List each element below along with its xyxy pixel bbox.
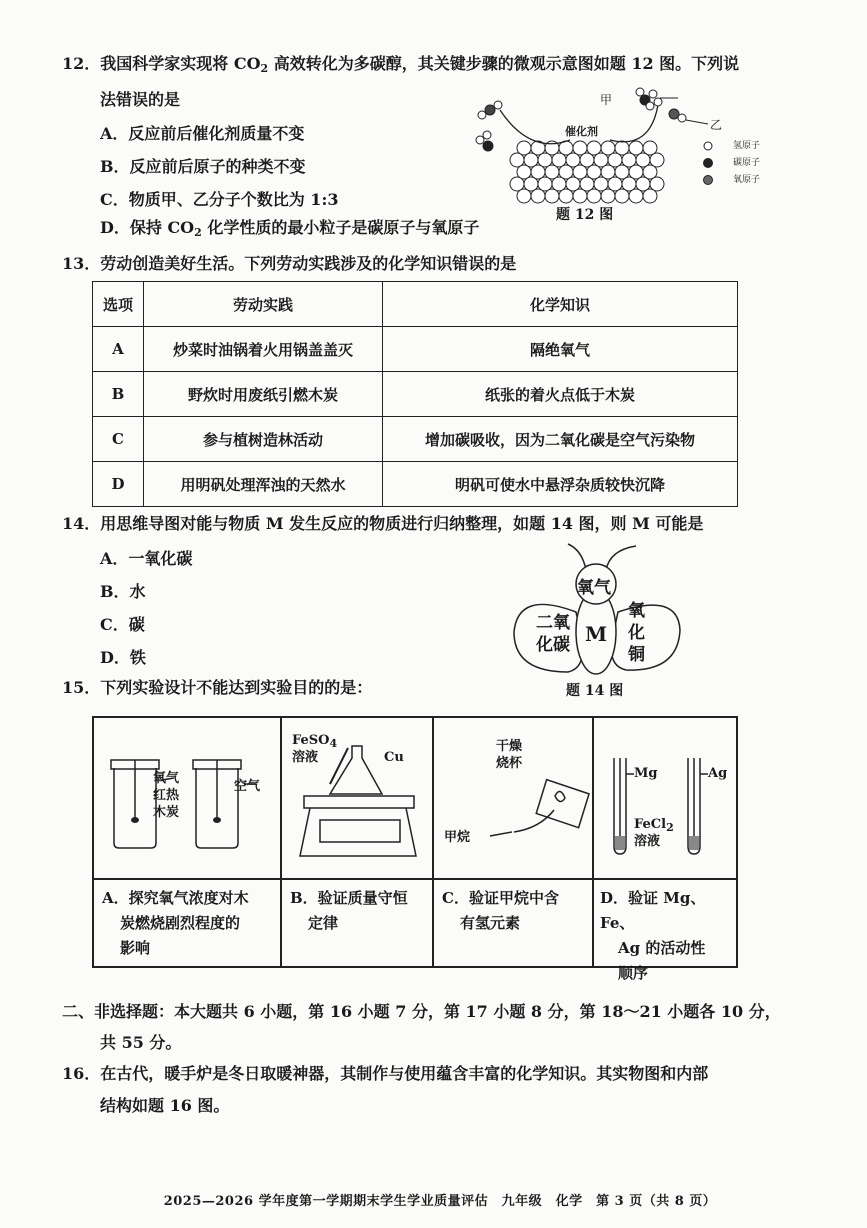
q13-cell-practice: 炒菜时油锅着火用锅盖盖灭 <box>144 327 383 372</box>
q13-cell-knowledge: 明矾可使水中悬浮杂质较快沉降 <box>383 462 738 507</box>
q15-figure-a <box>106 748 276 858</box>
q15-caption-c: C．验证甲烷中含 有氢元素 <box>442 889 559 932</box>
q15-caption-a: A．探究氧气浓度对木 炭燃烧剧烈程度的 影响 <box>102 889 249 957</box>
q13-stem: 13．劳动创造美好生活。下列劳动实践涉及的化学知识错误的是 <box>62 254 517 273</box>
q14-head-oxygen: 氧气 <box>577 578 611 598</box>
q13-cell-knowledge: 增加碳吸收，因为二氧化碳是空气污染物 <box>383 417 738 462</box>
page-footer: 2025—2026 学年度第一学期期末学生学业质量评估 九年级 化学 第 3 页（共 8 页） <box>163 1194 717 1209</box>
q12-option-a: A．反应前后催化剂质量不变 <box>100 124 305 143</box>
q14-figure-caption: 题 14 图 <box>566 683 624 699</box>
q12-figure-caption: 题 12 图 <box>556 207 614 223</box>
q13-header-practice: 劳动实践 <box>144 282 383 327</box>
q14-option-c: C．碳 <box>100 615 145 634</box>
q13-cell-knowledge: 隔绝氧气 <box>383 327 738 372</box>
q14-butterfly-diagram <box>508 540 688 680</box>
q14-option-b: B．水 <box>100 582 146 601</box>
q12-stem-line1: 12．我国科学家实现将 $CO_2$ 高效转化为多碳醇，其关键步骤的微观示意图如题 12 图。下列说 <box>62 54 740 75</box>
legend-carbon-symbol <box>704 159 713 168</box>
q15-caption-d: D．验证 Mg、Fe、 Ag 的活动性 顺序 <box>600 889 706 982</box>
q14-stem: 14．用思维导图对能与物质 M 发生反应的物质进行归纳整理，如题 14 图，则 M 可能是 <box>62 514 704 533</box>
q15-stem: 15．下列实验设计不能达到实验目的的是： <box>62 678 373 697</box>
antenna-right <box>606 546 636 570</box>
q14-option-d: D．铁 <box>100 648 146 667</box>
q15-c-beaker-label: 干燥 烧杯 <box>496 739 523 771</box>
q12-label-yi: 乙 <box>710 118 723 132</box>
legend-hydrogen-symbol <box>704 142 712 150</box>
q13-cell-option: B <box>93 372 144 417</box>
q12-catalyst-label: 催化剂 <box>565 125 598 138</box>
q15-c-methane-label: 甲烷 <box>444 830 471 845</box>
q13-cell-option: A <box>93 327 144 372</box>
q15-caption-b: B．验证质量守恒 定律 <box>290 889 408 932</box>
wing-right <box>611 605 680 670</box>
q14-center-m: M <box>585 622 608 646</box>
q15-d-fecl2-label: FeCl$_2$ 溶液 <box>634 817 674 849</box>
legend-oxygen-symbol <box>704 176 713 185</box>
q13-cell-practice: 参与植树造林活动 <box>144 417 383 462</box>
table-row <box>93 462 738 507</box>
section2-heading-line1: 二、非选择题：本大题共 6 小题，第 16 小题 7 分，第 17 小题 8 分，第 18～21 小题各 10 分， <box>62 1002 781 1021</box>
q15-a-labels: 氧气 红热 木炭 <box>153 771 180 820</box>
section2-heading-line2: 共 55 分。 <box>100 1033 182 1052</box>
q12-label-jia: 甲 <box>600 93 613 107</box>
q12-legend-carbon: 碳原子 <box>733 158 761 168</box>
q14-right-wing-label: 氧 化 铜 <box>628 601 645 665</box>
q15-a-air: 空气 <box>234 779 261 794</box>
q13-cell-practice: 用明矾处理浑浊的天然水 <box>144 462 383 507</box>
q13-header-row <box>93 282 738 327</box>
q12-option-d: D．保持 $CO_2$ 化学性质的最小粒子是碳原子与氧原子 <box>100 218 480 239</box>
q12-option-b: B．反应前后原子的种类不变 <box>100 157 306 176</box>
q15-d-ag-label: Ag <box>708 766 728 781</box>
q15-table <box>92 716 738 982</box>
q14-left-wing-label: 二氧 化碳 <box>536 613 570 655</box>
q12-figure <box>460 80 770 240</box>
q12-stem-line2: 法错误的是 <box>100 90 181 109</box>
q13-table <box>92 281 738 507</box>
q14-option-a: A．一氧化碳 <box>100 549 193 568</box>
q12-legend-hydrogen: 氢原子 <box>733 141 761 151</box>
table-row <box>93 327 738 372</box>
reactant-molecules <box>476 101 502 151</box>
q13-cell-option: C <box>93 417 144 462</box>
table-row <box>93 372 738 417</box>
q13-cell-knowledge: 纸张的着火点低于木炭 <box>383 372 738 417</box>
q15-figure-d <box>600 738 736 878</box>
q12-legend-oxygen: 氧原子 <box>733 175 761 185</box>
q12-option-c: C．物质甲、乙分子个数比为 1:3 <box>100 190 339 209</box>
q15-b-cu-label: Cu <box>384 750 404 765</box>
table-row <box>93 417 738 462</box>
q13-cell-option: D <box>93 462 144 507</box>
product-molecules <box>636 88 686 122</box>
catalyst-spheres <box>510 141 664 203</box>
q16-stem-line2: 结构如题 16 图。 <box>100 1096 230 1115</box>
antenna-left <box>568 544 586 570</box>
q13-header-knowledge: 化学知识 <box>383 282 738 327</box>
q13-header-option: 选项 <box>93 282 144 327</box>
q15-b-feso4-label: FeSO$_4$ 溶液 <box>292 733 338 765</box>
reaction-curve-right <box>610 105 658 142</box>
q15-d-mg-label: Mg <box>634 766 658 781</box>
q13-cell-practice: 野炊时用废纸引燃木炭 <box>144 372 383 417</box>
reaction-curve-left <box>500 110 570 144</box>
q16-stem-line1: 16．在古代，暖手炉是冬日取暖神器，其制作与使用蕴含丰富的化学知识。其实物图和内部 <box>62 1064 709 1083</box>
